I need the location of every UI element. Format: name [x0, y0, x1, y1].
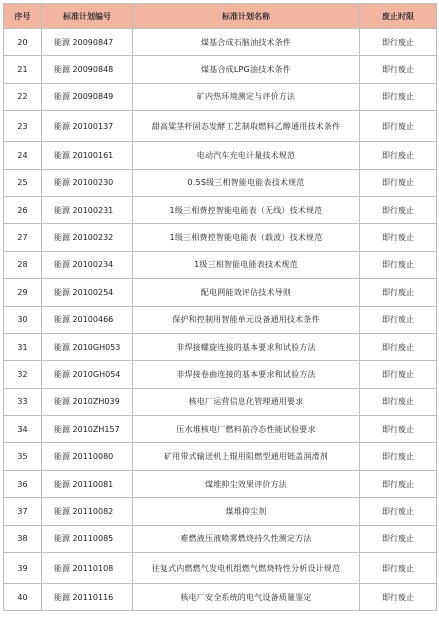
- row-no: 32: [4, 361, 42, 388]
- header-no: 序号: [4, 4, 42, 29]
- row-plan-name: 难燃液压液喷雾燃烧持久性测定方法: [133, 525, 360, 552]
- row-plan-name: 电动汽车充电计量技术规范: [133, 142, 360, 169]
- row-plan-code: 能源 20100234: [42, 251, 133, 278]
- row-plan-code: 能源 20110080: [42, 443, 133, 470]
- header-plan-code: 标准计划编号: [42, 4, 133, 29]
- row-plan-name: 矿内热环境测定与评价方法: [133, 83, 360, 110]
- table-row: [4, 56, 437, 83]
- row-plan-name: 0.5S级三相智能电能表技术规范: [133, 169, 360, 196]
- row-deadline: 即行废止: [360, 142, 437, 169]
- row-deadline: 即行废止: [360, 83, 437, 110]
- row-plan-code: 能源 2010ZH039: [42, 388, 133, 415]
- row-plan-name: 非焊接螺旋连接的基本要求和试验方法: [133, 333, 360, 360]
- header-deadline: 废止时限: [360, 4, 437, 29]
- row-plan-code: 能源 2010ZH157: [42, 416, 133, 443]
- row-plan-code: 能源 20100230: [42, 169, 133, 196]
- row-plan-code: 能源 20110085: [42, 525, 133, 552]
- row-deadline: 即行废止: [360, 279, 437, 306]
- row-plan-code: 能源 20110116: [42, 584, 133, 611]
- row-plan-name: 保护和控制用智能单元设备通用技术条件: [133, 306, 360, 333]
- row-plan-code: 能源 2010GH054: [42, 361, 133, 388]
- row-plan-code: 能源 20100466: [42, 306, 133, 333]
- row-plan-code: 能源 20110082: [42, 498, 133, 525]
- row-no: 20: [4, 29, 42, 56]
- table-row: [4, 553, 437, 584]
- row-plan-name: 煤基合成石脑油技术条件: [133, 29, 360, 56]
- row-plan-code: 能源 20100254: [42, 279, 133, 306]
- table-row: [4, 584, 437, 611]
- row-plan-name: 配电网能效评估技术导则: [133, 279, 360, 306]
- table-row: [4, 251, 437, 278]
- row-no: 33: [4, 388, 42, 415]
- row-no: 21: [4, 56, 42, 83]
- row-plan-name: 1级三相费控智能电能表（无线）技术规范: [133, 196, 360, 223]
- row-deadline: 即行废止: [360, 584, 437, 611]
- row-no: 38: [4, 525, 42, 552]
- row-no: 27: [4, 224, 42, 251]
- table-row: [4, 279, 437, 306]
- row-plan-name: 煤堆抑尘剂: [133, 498, 360, 525]
- row-plan-name: 煤基合成LPG油技术条件: [133, 56, 360, 83]
- row-plan-name: 1级三相智能电能表技术规范: [133, 251, 360, 278]
- row-deadline: 即行废止: [360, 388, 437, 415]
- row-plan-name: 甜高粱茎秆固态发酵工艺制取燃料乙醇通用技术条件: [133, 111, 360, 142]
- row-deadline: 即行废止: [360, 416, 437, 443]
- row-deadline: 即行废止: [360, 224, 437, 251]
- table-row: [4, 470, 437, 497]
- row-plan-name: 核电厂运营信息化管理通用要求: [133, 388, 360, 415]
- row-no: 36: [4, 470, 42, 497]
- row-deadline: 即行废止: [360, 251, 437, 278]
- header-plan-name: 标准计划名称: [133, 4, 360, 29]
- row-no: 28: [4, 251, 42, 278]
- table-row: [4, 196, 437, 223]
- table-row: [4, 416, 437, 443]
- row-no: 29: [4, 279, 42, 306]
- row-deadline: 即行废止: [360, 553, 437, 584]
- row-deadline: 即行废止: [360, 111, 437, 142]
- row-no: 37: [4, 498, 42, 525]
- row-no: 34: [4, 416, 42, 443]
- row-plan-code: 能源 20090849: [42, 83, 133, 110]
- row-deadline: 即行废止: [360, 470, 437, 497]
- row-no: 25: [4, 169, 42, 196]
- row-plan-name: 煤堆抑尘效果评价方法: [133, 470, 360, 497]
- table-row: [4, 443, 437, 470]
- row-deadline: 即行废止: [360, 306, 437, 333]
- table-row: [4, 169, 437, 196]
- table-row: [4, 361, 437, 388]
- row-plan-code: 能源 20100137: [42, 111, 133, 142]
- row-plan-code: 能源 20110081: [42, 470, 133, 497]
- row-no: 39: [4, 553, 42, 584]
- row-deadline: 即行废止: [360, 498, 437, 525]
- table-row: [4, 498, 437, 525]
- row-plan-name: 核电厂安全系统的电气设备质量鉴定: [133, 584, 360, 611]
- row-deadline: 即行废止: [360, 361, 437, 388]
- row-plan-name: 往复式内燃燃气发电机组燃气燃烧特性分析设计规范: [133, 553, 360, 584]
- row-plan-code: 能源 20100232: [42, 224, 133, 251]
- row-plan-name: 压水堆核电厂燃料前冷态性能试验要求: [133, 416, 360, 443]
- row-deadline: 即行废止: [360, 525, 437, 552]
- standards-table: [3, 3, 437, 611]
- row-deadline: 即行废止: [360, 196, 437, 223]
- row-deadline: 即行废止: [360, 169, 437, 196]
- row-no: 26: [4, 196, 42, 223]
- row-deadline: 即行废止: [360, 333, 437, 360]
- row-no: 31: [4, 333, 42, 360]
- row-no: 24: [4, 142, 42, 169]
- row-plan-code: 能源 2010GH053: [42, 333, 133, 360]
- table-row: [4, 83, 437, 110]
- table-row: [4, 111, 437, 142]
- row-plan-name: 非焊接卷曲连接的基本要求和试验方法: [133, 361, 360, 388]
- table-header-row: [4, 4, 437, 29]
- row-no: 30: [4, 306, 42, 333]
- table-row: [4, 306, 437, 333]
- row-no: 35: [4, 443, 42, 470]
- table-row: [4, 388, 437, 415]
- row-plan-code: 能源 20090847: [42, 29, 133, 56]
- row-plan-name: 1级三相费控智能电能表（载波）技术规范: [133, 224, 360, 251]
- table-row: [4, 525, 437, 552]
- row-plan-code: 能源 20090848: [42, 56, 133, 83]
- row-deadline: 即行废止: [360, 443, 437, 470]
- table-body: [4, 29, 437, 611]
- row-deadline: 即行废止: [360, 56, 437, 83]
- table-row: [4, 333, 437, 360]
- row-deadline: 即行废止: [360, 29, 437, 56]
- table-row: [4, 29, 437, 56]
- table-row: [4, 142, 437, 169]
- row-no: 23: [4, 111, 42, 142]
- row-plan-code: 能源 20110108: [42, 553, 133, 584]
- table-row: [4, 224, 437, 251]
- row-no: 40: [4, 584, 42, 611]
- row-plan-name: 矿用带式输送机上辊用阻燃型通用链盖润滑剂: [133, 443, 360, 470]
- row-no: 22: [4, 83, 42, 110]
- row-plan-code: 能源 20100161: [42, 142, 133, 169]
- row-plan-code: 能源 20100231: [42, 196, 133, 223]
